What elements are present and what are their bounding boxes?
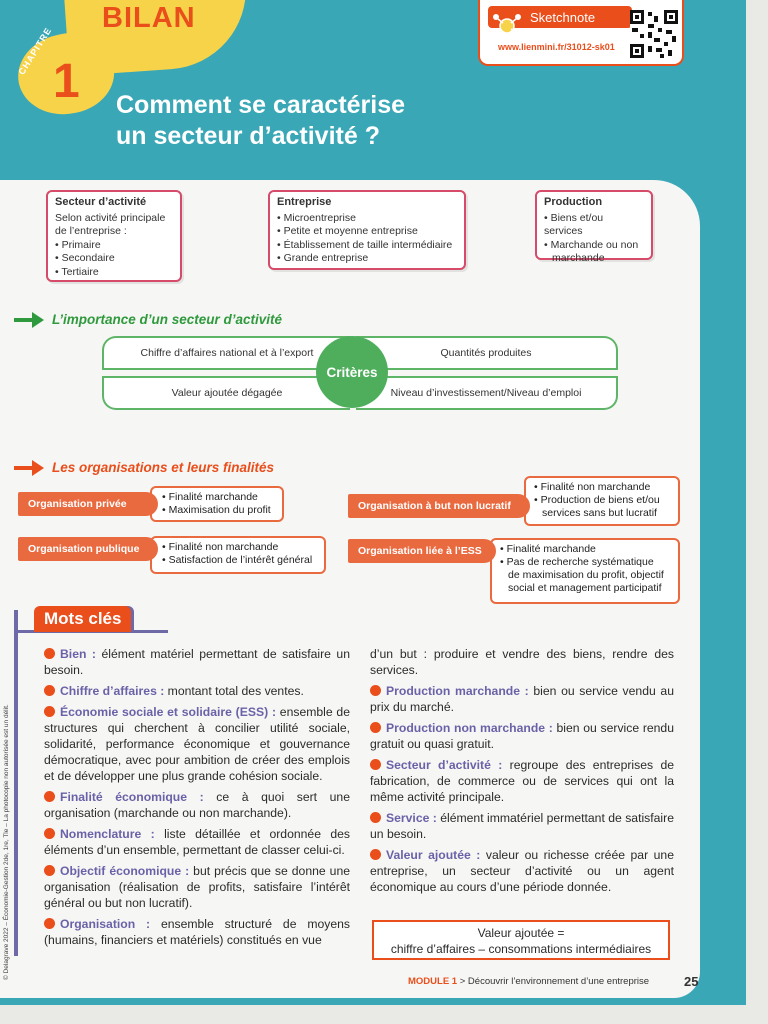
glossary-entry: Organisation : ensemble structuré de moyens (humains, financiers et matériels) constitués en vue <box>44 917 350 947</box>
chapter-number: 1 <box>53 55 80 108</box>
box-line: de l’entreprise : <box>55 225 127 237</box>
mots-cles-title: Mots clés <box>34 606 131 632</box>
green-arrow-icon <box>14 312 44 328</box>
bullet-icon <box>370 685 381 696</box>
box-line: • Microentreprise <box>277 211 356 224</box>
glossary-entry: Production marchande : bien ou service vendu au prix du marché. <box>370 684 674 714</box>
bullet-icon <box>370 849 381 860</box>
formula-line-2: chiffre d’affaires – consommations intermédiaires <box>390 942 652 956</box>
org-privee-box <box>150 486 284 522</box>
title-line-2: un secteur d’activité ? <box>116 122 380 150</box>
org-non-lucratif-box <box>524 476 680 526</box>
bullet-icon <box>44 791 55 802</box>
box-production <box>535 190 653 264</box>
box-line: • Marchande ou non <box>544 238 639 251</box>
org-line: • Satisfaction de l’intérêt général <box>162 554 313 566</box>
glossary-entry: Objectif économique : but précis que se donne une organisation (réalisation de profits, satisfaire l’intérêt général ou but non lucratif). <box>44 864 350 910</box>
org-line: • Finalité non marchande <box>534 481 651 493</box>
glossary-right-column <box>370 646 674 900</box>
sketchnote-link[interactable] <box>478 0 684 66</box>
bullet-icon <box>44 685 55 696</box>
glossary-entry: Valeur ajoutée : valeur ou richesse créée par une entreprise, un secteur d’activité ou un agent économique au cours d’une période donnée. <box>370 848 674 894</box>
glossary-entry: Chiffre d’affaires : montant total des ventes. <box>44 683 350 699</box>
box-line: • Biens et/ou services <box>544 211 604 237</box>
org-publique-tag: Organisation publique <box>18 537 158 561</box>
box-title: Secteur d’activité <box>55 196 147 208</box>
org-line: • Finalité marchande <box>162 491 258 503</box>
bullet-icon <box>44 706 55 717</box>
org-line: • Maximisation du profit <box>162 504 271 516</box>
org-non-lucratif-tag: Organisation à but non lucratif <box>348 494 530 518</box>
org-line: • Production de biens et/ou <box>534 494 660 506</box>
bullet-icon <box>44 828 55 839</box>
module-footer <box>408 976 649 987</box>
org-line: • Finalité non marchande <box>162 541 279 553</box>
chapitre-label: CHAPITRE <box>16 25 54 77</box>
mots-cles-sidebar <box>14 610 18 956</box>
box-line: Selon activité principale <box>55 211 166 224</box>
valeur-ajoutee-formula <box>372 920 670 960</box>
glossary-entry: Nomenclature : liste détaillée et ordonnée des éléments d’un ensemble, permettant de classer celui-ci. <box>44 827 351 857</box>
qr-code-icon[interactable] <box>630 10 678 58</box>
sketchnote-url[interactable]: www.lienmini.fr/31012-sk01 <box>498 42 615 52</box>
box-secteur-activite <box>46 190 182 282</box>
page-edge <box>746 0 768 1024</box>
bilan-title: BILAN <box>102 2 196 34</box>
page-number: 25 <box>684 974 699 989</box>
org-ess-tag: Organisation liée à l’ESS <box>348 539 496 563</box>
box-line: • Grande entreprise <box>277 252 369 264</box>
box-line: marchande <box>552 252 605 264</box>
glossary-entry: Bien : élément matériel permettant de satisfaire un besoin. <box>44 647 350 677</box>
glossary-entry: Service : élément immatériel permettant de satisfaire un besoin. <box>370 811 674 841</box>
org-line: • Pas de recherche systématique <box>500 556 654 568</box>
org-line: social et management participatif <box>508 582 662 594</box>
bullet-icon <box>44 865 55 876</box>
org-privee-tag: Organisation privée <box>18 492 158 516</box>
org-line: • Finalité marchande <box>500 543 596 555</box>
bullet-icon <box>370 722 381 733</box>
box-line: • Établissement de taille intermédiaire <box>277 238 453 251</box>
organisations-heading: Les organisations et leurs finalités <box>52 460 275 475</box>
bullet-icon <box>370 812 381 823</box>
module-text: > Découvrir l’environnement d’une entreprise <box>457 976 650 987</box>
org-line: de maximisation du profit, objectif <box>508 569 664 581</box>
formula-line-1: Valeur ajoutée = <box>477 926 565 940</box>
criteria-right-bottom: Niveau d’investissement/Niveau d’emploi <box>356 376 618 410</box>
title-line-1: Comment se caractérise <box>116 91 406 119</box>
bullet-icon <box>44 918 55 929</box>
bullet-icon <box>370 759 381 770</box>
glossary-entry: Économie sociale et solidaire (ESS) : ensemble de structures qui cherchent à concilier utilité sociale, solidarité, performance économique et gouvernance démocratique, avec pour ambition de créer des emplois et de développer une plus grande cohésion sociale. <box>44 705 350 783</box>
criteria-left-top: Chiffre d’affaires national et à l’export <box>102 336 350 370</box>
box-title: Production <box>544 196 603 208</box>
glossary-entry: Secteur d’activité : regroupe des entreprises de fabrication, de commerce ou de services qui ont la même activité principale. <box>370 758 675 804</box>
bullet-icon <box>44 648 55 659</box>
module-label: MODULE 1 <box>408 976 458 987</box>
box-line: • Petite et moyenne entreprise <box>277 225 418 237</box>
page-title <box>116 90 476 152</box>
criteria-left-bottom: Valeur ajoutée dégagée <box>102 376 350 410</box>
glossary-left-column <box>44 646 350 953</box>
copyright-notice: © Delagrave 2022 – Économie-Gestion 2de, 1re, Tle – La photocopie non autorisée est un délit. <box>3 704 10 980</box>
glossary-continuation: d’un but : produire et vendre des biens, rendre des services. <box>370 647 674 677</box>
glossary-entry: Production non marchande : bien ou service rendu gratuit ou quasi gratuit. <box>370 721 674 751</box>
sketchnote-label: Sketchnote <box>530 10 596 25</box>
box-line: • Tertiaire <box>55 265 99 278</box>
org-ess-box <box>490 538 680 604</box>
criteria-right-top: Quantités produites <box>356 336 618 370</box>
sketch-network-icon <box>492 12 522 38</box>
org-publique-box <box>150 536 326 574</box>
importance-heading: L’importance d’un secteur d’activité <box>52 312 283 327</box>
orange-arrow-icon <box>14 460 44 476</box>
glossary-entry: Finalité économique : ce à quoi sert une organisation (marchande ou non marchande). <box>44 790 350 820</box>
box-title: Entreprise <box>277 196 332 208</box>
box-line: • Primaire <box>55 238 101 251</box>
criteria-circle: Critères <box>316 336 388 408</box>
box-entreprise <box>268 190 466 270</box>
org-line: services sans but lucratif <box>542 507 657 519</box>
box-line: • Secondaire <box>55 252 115 264</box>
